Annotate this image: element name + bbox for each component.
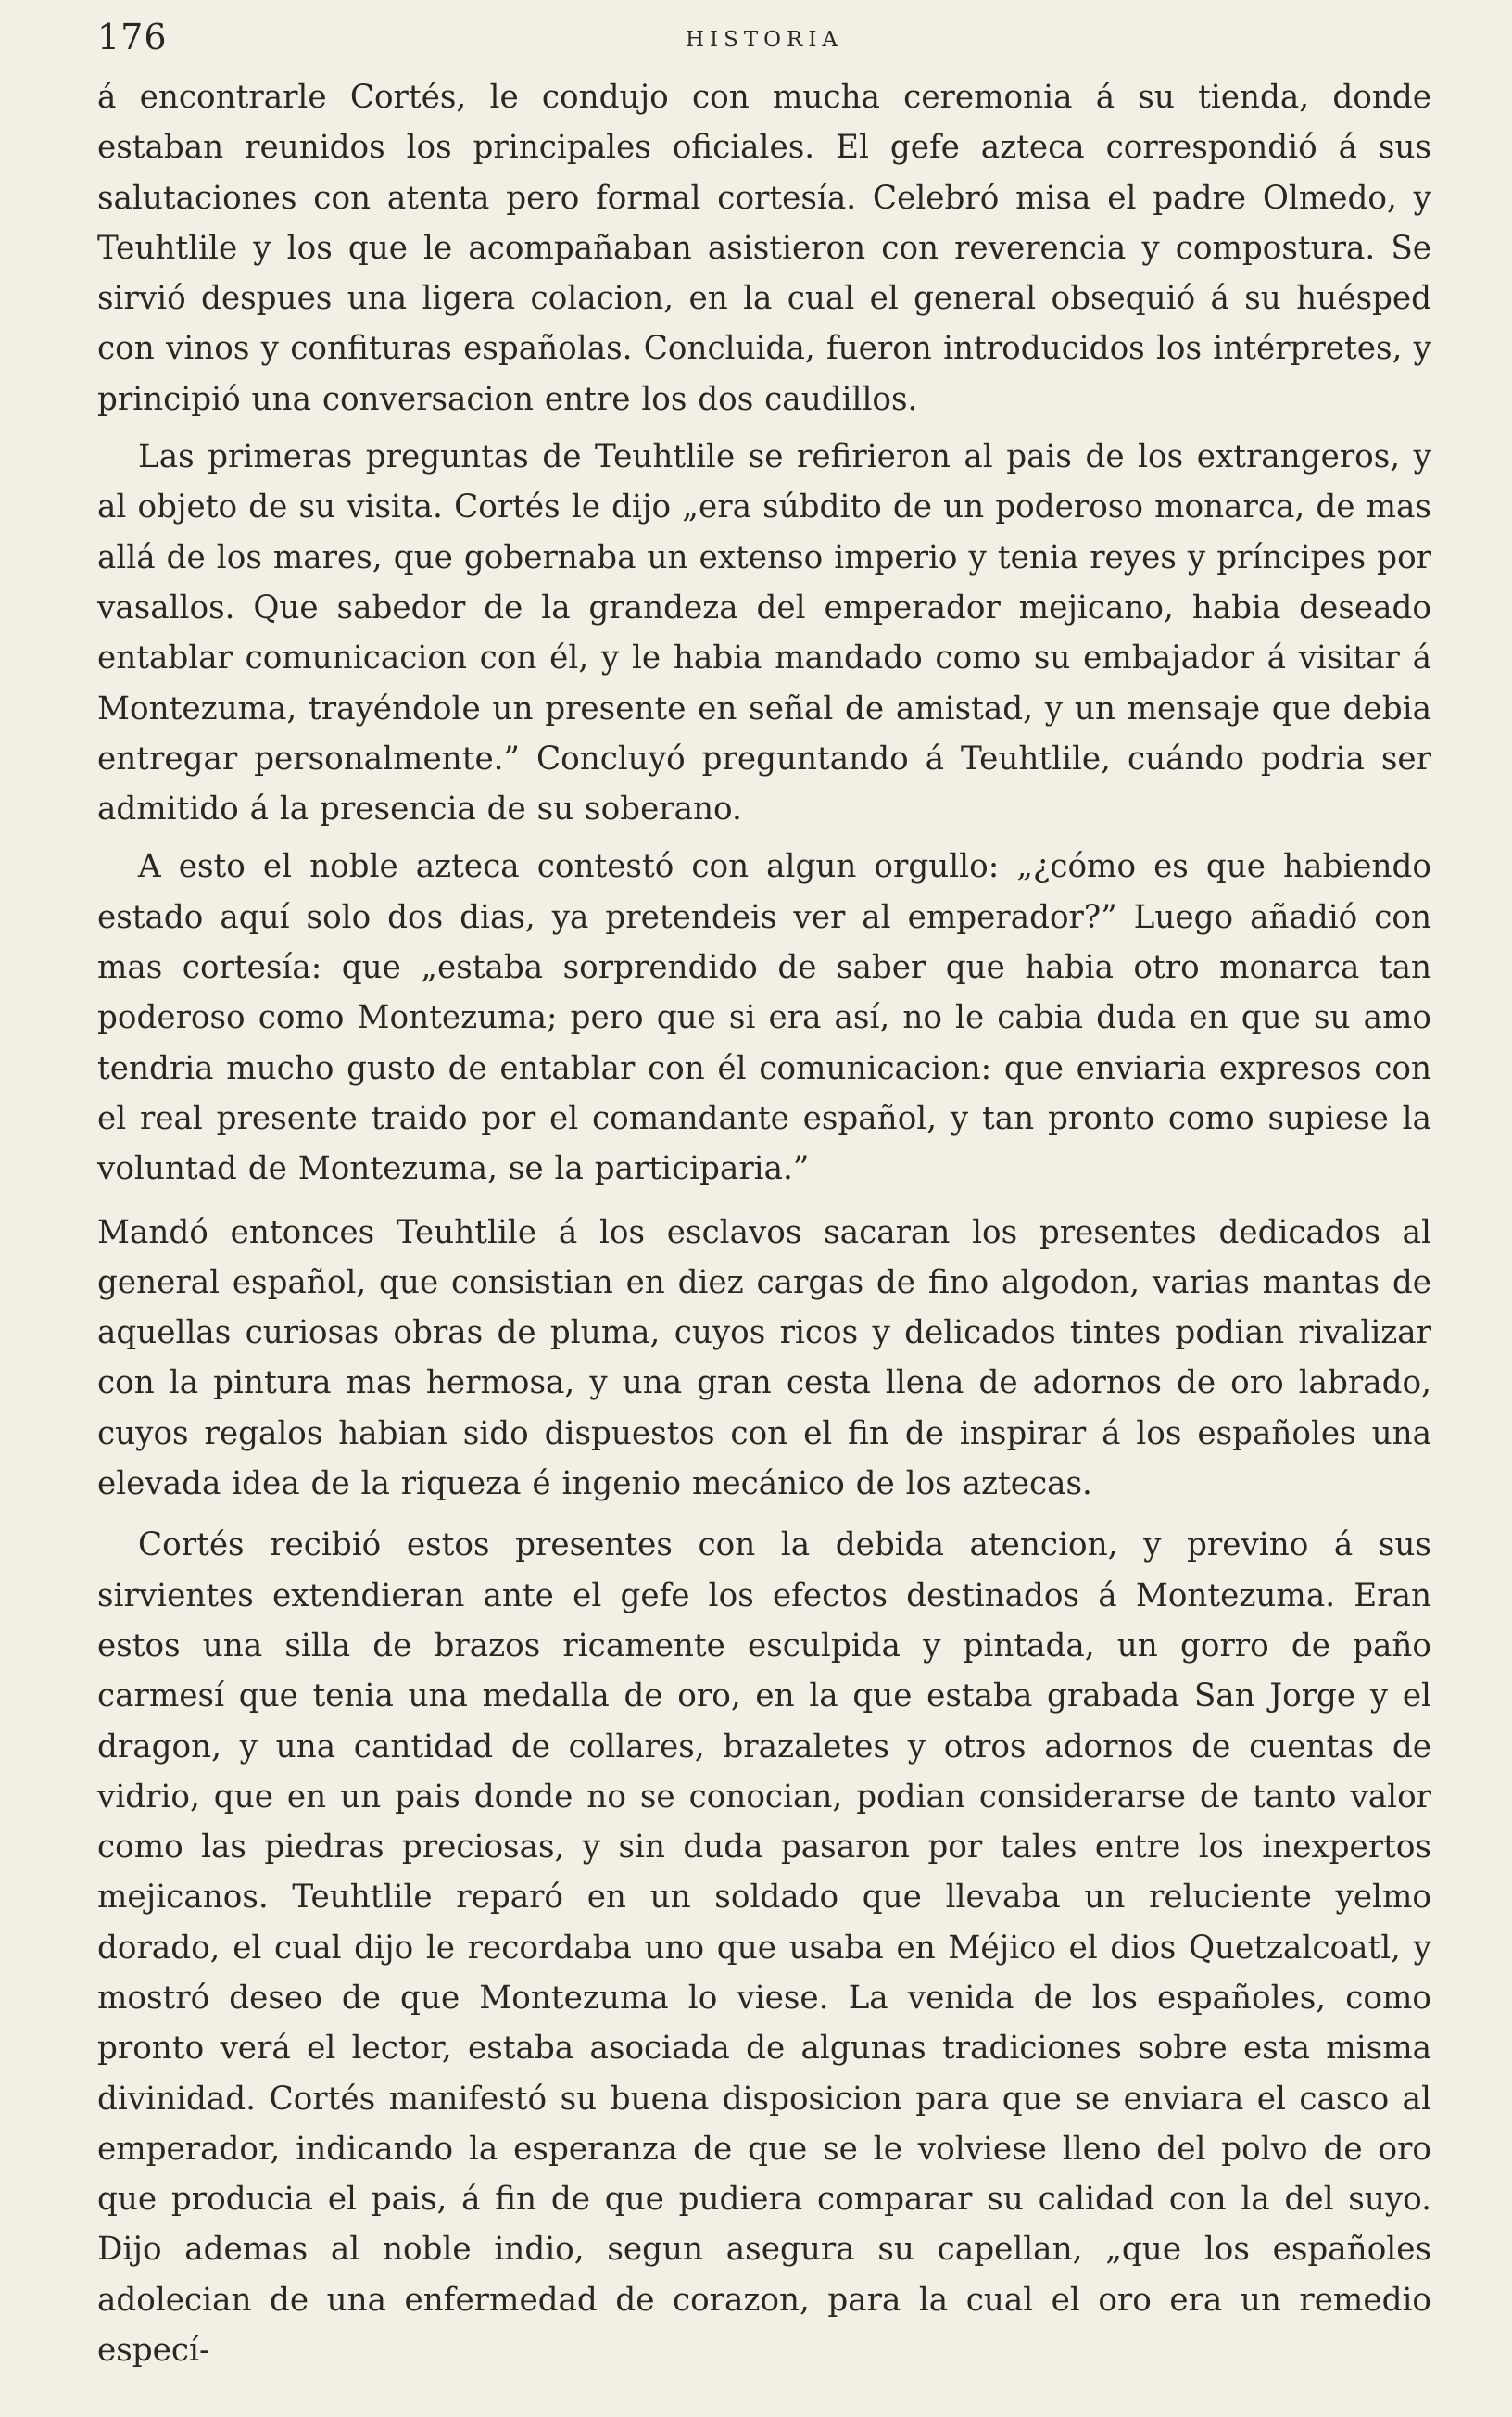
paragraph-4: Mandó entonces Teuhtlile á los esclavos sacaran los presentes dedicados al general español, que consistian en diez cargas de fino algodon, varias mantas de aquellas curiosas obras de pluma, cuyos ricos y delicados tintes podian rivalizar con la pintura mas hermosa, y una gran cesta llena de adornos de oro labrado, cuyos regalos habian sido dispuestos con el fin de inspirar á los españoles una elevada idea de la riqueza é ingenio mecánico de los aztecas. [97,1213,1431,1503]
running-head [97,17,1431,72]
body-text [97,72,1431,2375]
page-number: 176 [97,17,168,57]
paragraph-3: A esto el noble azteca contestó con algun orgullo: „¿cómo es que habiendo estado aquí solo dos dias, ya pretendeis ver al emperador?” Luego añadió con mas cortesía: que „estaba sorprendido de saber que habia otro monarca tan poderoso como Montezuma; pero que si era así, no le cabia duda en que su amo tendria mucho gusto de entablar con él comunicacion: que enviaria expresos con el real presente traido por el comandante español, y tan pronto como supiese la voluntad de Montezuma, se la participaria.” [97,848,1431,1188]
book-page [97,17,1431,2375]
paragraph-2: Las primeras preguntas de Teuhtlile se refirieron al pais de los extrangeros, y al objeto de su visita. Cortés le dijo „era súbdito de un poderoso monarca, de mas allá de los mares, que gobernaba un extenso imperio y tenia reyes y príncipes por vasallos. Que sabedor de la grandeza del emperador mejicano, habia deseado entablar comunicacion con él, y le habia mandado como su embajador á visitar á Montezuma, trayéndole un presente en señal de amistad, y un mensaje que debia entregar personalmente.” Concluyó preguntando á Teuhtlile, cuándo podria ser admitido á la presencia de su soberano. [97,438,1431,829]
running-title: HISTORIA [685,28,844,52]
paragraph-1: á encontrarle Cortés, le condujo con mucha ceremonia á su tienda, donde estaban reunidos los principales oficiales. El gefe azteca correspondió á sus salutaciones con atenta pero formal cortesía. Celebró misa el padre Olmedo, y Teuhtlile y los que le acompañaban asistieron con reverencia y compostura. Se sirvió despues una ligera colacion, en la cual el general obsequió á su huésped con vinos y confituras españolas. Concluida, fueron introducidos los intérpretes, y principió una conversacion entre los dos caudillos. [97,79,1431,418]
paragraph-5: Cortés recibió estos presentes con la debida atencion, y previno á sus sirvientes extendieran ante el gefe los efectos destinados á Montezuma. Eran estos una silla de brazos ricamente esculpida y pintada, un gorro de paño carmesí que tenia una medalla de oro, en la que estaba grabada San Jorge y el dragon, y una cantidad de collares, brazaletes y otros adornos de cuentas de vidrio, que en un pais donde no se conocian, podian considerarse de tanto valor como las piedras preciosas, y sin duda pasaron por tales entre los inexpertos mejicanos. Teuhtlile reparó en un soldado que llevaba un reluciente yelmo dorado, el cual dijo le recordaba uno que usaba en Méjico el dios Quetzalcoatl, y mostró deseo de que Montezuma lo viese. La venida de los españoles, como pronto verá el lector, estaba asociada de algunas tradiciones sobre esta misma divinidad. Cortés manifestó su buena disposicion para que se enviara el casco al emperador, indicando la esperanza de que se le volviese lleno del polvo de oro que producia el pais, á fin de que pudiera comparar su calidad con la del suyo. Dijo ademas al noble indio, segun asegura su capellan, „que los españoles adolecian de una enfermedad de corazon, para la cual el oro era un remedio especí- [97,1526,1431,2370]
